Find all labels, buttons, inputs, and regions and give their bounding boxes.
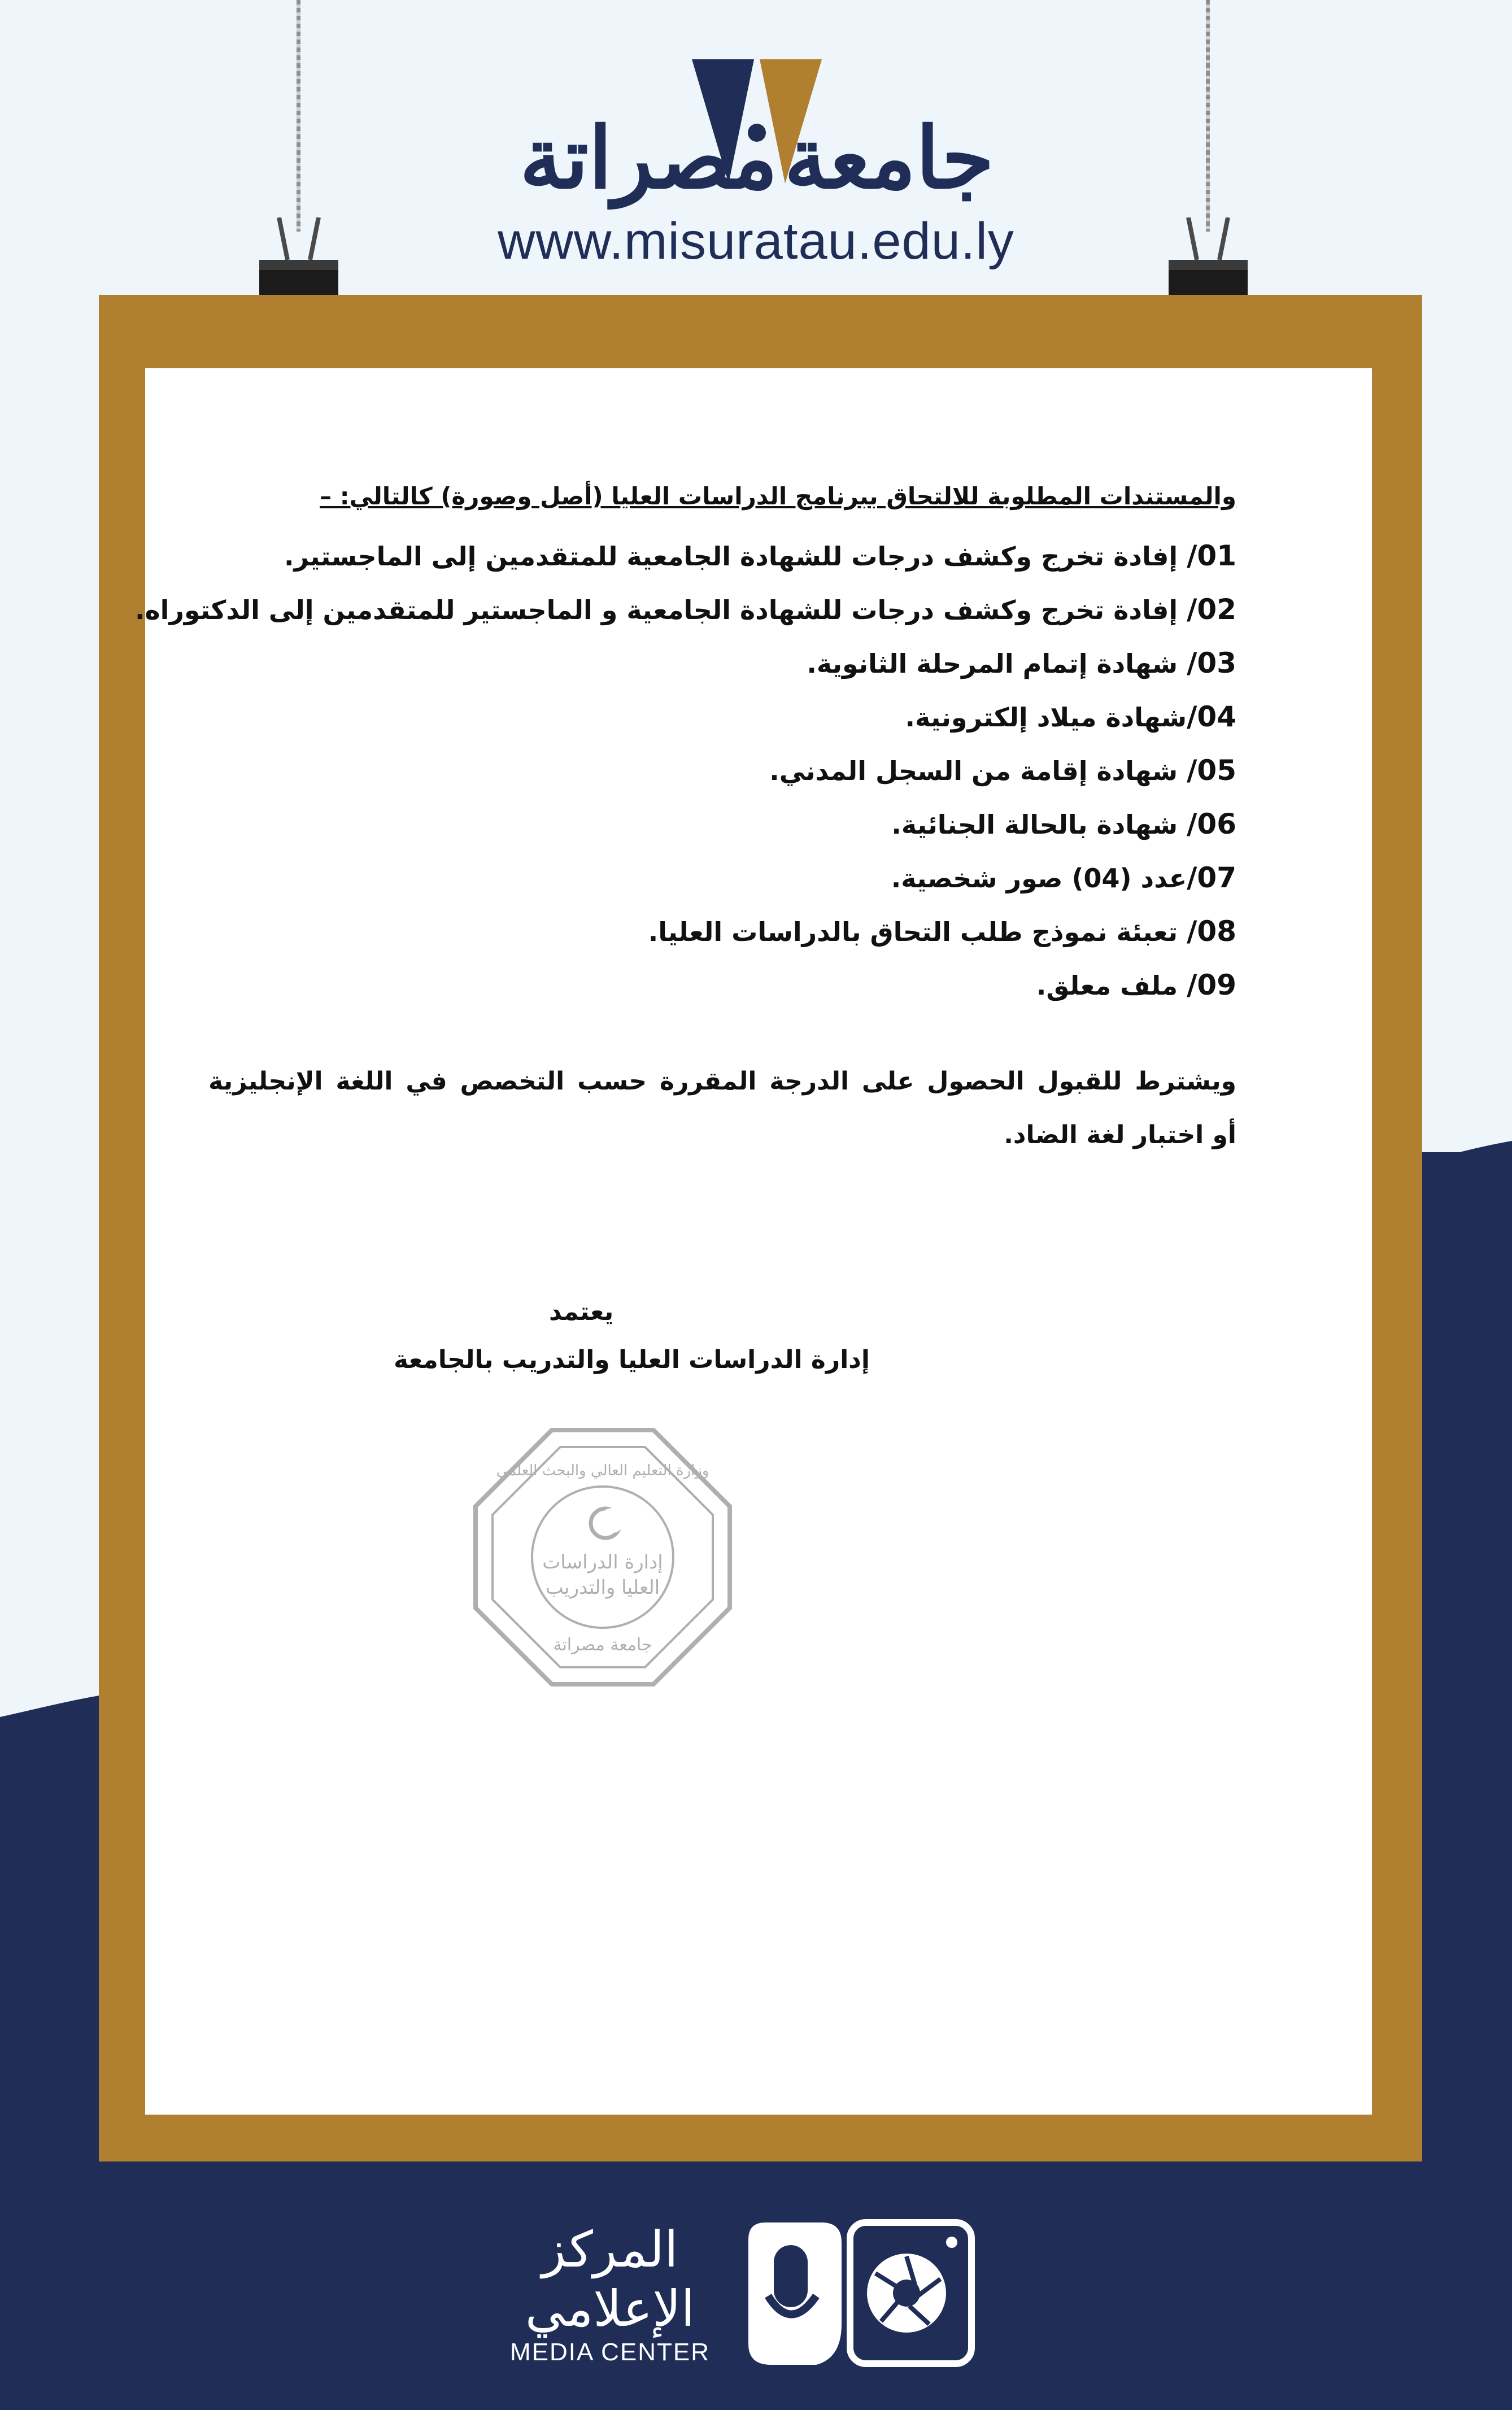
list-item bbox=[208, 744, 1236, 797]
list-item bbox=[208, 851, 1236, 905]
left-hanging-string bbox=[297, 0, 300, 232]
right-hanging-string bbox=[1206, 0, 1210, 232]
list-item-text: شهادة إتمام المرحلة الثانوية. bbox=[807, 648, 1178, 679]
approval-office: إدارة الدراسات العليا والتدريب بالجامعة bbox=[394, 1345, 870, 1374]
media-center-arabic bbox=[497, 2220, 723, 2338]
document-paper bbox=[135, 368, 1372, 2115]
list-item bbox=[208, 797, 1236, 851]
list-item bbox=[135, 583, 1236, 637]
list-item bbox=[208, 637, 1236, 690]
list-item-text: شهادة بالحالة الجنائية. bbox=[891, 809, 1178, 840]
requirements-list bbox=[135, 529, 1236, 1012]
stamp-inner-text-1: إدارة الدراسات bbox=[542, 1551, 663, 1574]
media-center-logo-icon bbox=[737, 2217, 977, 2369]
list-item-number: 03/ bbox=[1187, 646, 1236, 679]
list-item bbox=[208, 958, 1236, 1012]
list-item-number: 06/ bbox=[1187, 807, 1236, 840]
list-item-text: عدد (04) صور شخصية. bbox=[891, 862, 1187, 894]
official-stamp bbox=[470, 1424, 735, 1690]
list-item-text: شهادة ميلاد إلكترونية. bbox=[905, 701, 1187, 733]
english-requirement-note bbox=[208, 1054, 1236, 1162]
note-line-1: ويشترط للقبول الحصول على الدرجة المقررة حسب التخصص في اللغة الإنجليزية bbox=[208, 1066, 1236, 1096]
list-item-number: 05/ bbox=[1187, 753, 1236, 787]
list-item-text: تعبئة نموذج طلب التحاق بالدراسات العليا. bbox=[648, 916, 1178, 947]
list-item-number: 07/ bbox=[1187, 861, 1236, 894]
list-item-number: 01/ bbox=[1187, 539, 1236, 572]
document-body bbox=[135, 481, 1236, 1162]
list-item-number: 04/ bbox=[1187, 700, 1236, 733]
media-center-english: MEDIA CENTER bbox=[509, 2338, 711, 2366]
list-item-number: 08/ bbox=[1187, 914, 1236, 948]
list-item-text: شهادة إقامة من السجل المدني. bbox=[769, 755, 1178, 786]
list-item bbox=[208, 905, 1236, 958]
list-item bbox=[208, 529, 1236, 583]
university-logo bbox=[486, 54, 1028, 208]
stamp-bottom-text: جامعة مصراتة bbox=[553, 1635, 652, 1655]
approval-label: يعتمد bbox=[549, 1297, 614, 1326]
list-item bbox=[208, 690, 1236, 744]
list-item-number: 09/ bbox=[1187, 968, 1236, 1001]
website-url[interactable]: www.misuratau.edu.ly bbox=[498, 212, 1014, 270]
list-item-text: إفادة تخرج وكشف درجات للشهادة الجامعية و الماجستير للمتقدمين إلى الدكتوراه. bbox=[135, 594, 1178, 625]
list-item-text: إفادة تخرج وكشف درجات للشهادة الجامعية للمتقدمين إلى الماجستير. bbox=[284, 541, 1178, 572]
list-item-text: ملف معلق. bbox=[1036, 970, 1178, 1001]
list-item-number: 02/ bbox=[1187, 592, 1236, 626]
stamp-inner-text-2: العليا والتدريب bbox=[545, 1576, 660, 1599]
media-center-line-1: المركز bbox=[542, 2220, 678, 2278]
gold-frame bbox=[99, 295, 1422, 2161]
logo-text-jamiea: جامعة bbox=[784, 108, 994, 208]
note-line-2: أو اختبار لغة الضاد. bbox=[1004, 1120, 1236, 1149]
stamp-outer-text: وزارة التعليم العالي والبحث العلمي bbox=[496, 1462, 709, 1479]
document-title: والمستندات المطلوبة للالتحاق ببرنامج الدراسات العليا (أصل وصورة) كالتالي: – bbox=[320, 482, 1236, 510]
media-center-line-2: الإعلامي bbox=[525, 2280, 695, 2338]
logo-text-misurata: مصراتة bbox=[520, 108, 778, 208]
